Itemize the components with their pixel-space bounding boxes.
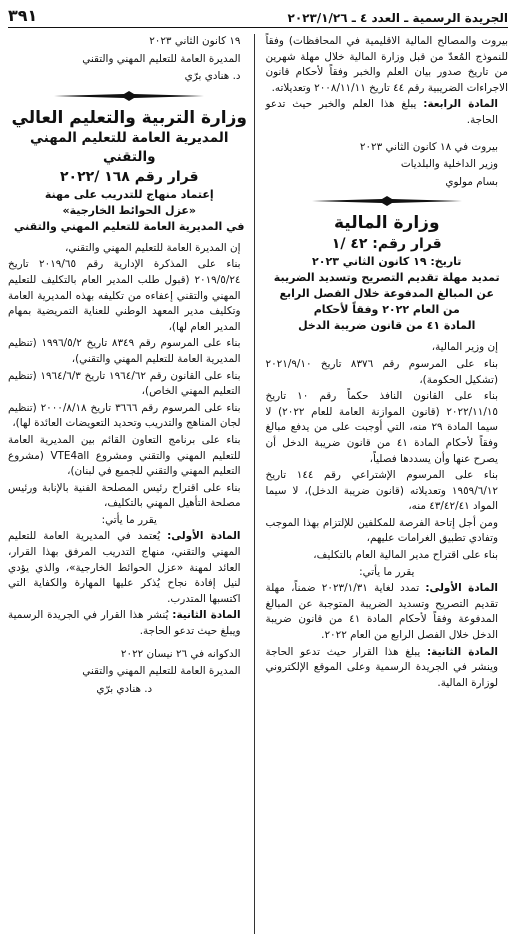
article-1-label: المادة الأولى: — [425, 582, 498, 595]
separator-ornament — [8, 89, 251, 103]
subject-line: إعتماد منهاج للتدريب على مهنة — [44, 187, 214, 201]
ministry-title: وزارة المالية — [333, 213, 440, 234]
decides-heading: يقرر ما يأتي: — [359, 565, 415, 578]
article-4-label: المادة الرابعة: — [423, 98, 498, 111]
ornament-divider-icon — [54, 91, 204, 101]
preamble-paragraph: بناء على المرسوم رقم ٨٣٤٩ تاريخ ١٩٩٦/٥/٢ (تنظيم المديرية العامة للتعليم المهني والتقني)، — [8, 337, 241, 365]
finance-minister-signature — [8, 34, 251, 85]
director-general-signature — [8, 647, 251, 698]
ministry-title: وزارة التربية والتعليم العالي — [11, 107, 247, 128]
signature-place-date: الدكوانه في ٢٦ نيسان ٢٠٢٢ — [120, 647, 241, 660]
decides-heading: يقرر ما يأتي: — [101, 513, 157, 526]
preamble-paragraph: بناء على المرسوم الإشتراعي رقم ١٤٤ تاريخ ١٩٥٩/٦/١٢ وتعديلاته (قانون ضريبة الدخل)، لا سيما المواد ٤٣/٤٢/٤١ منه، — [265, 469, 498, 513]
article-1 — [8, 529, 251, 607]
article-2 — [266, 645, 509, 692]
article-1-text: يُعتمد في المديرية العامة للتعليم المهني والتقني، منهاج التدريب المرفق بهذا القرار، العائد لمهنة «عزل الحوائط الخارجية»، والذي يؤدي لنيل إفادة نجاح يُذكر عليها المهارة والكفاية التي اكتسبها المتدرب. — [8, 530, 241, 605]
column-divider — [254, 34, 255, 934]
page-number: ٣٩١ — [8, 6, 38, 25]
interior-minister-signature — [266, 140, 509, 191]
decision-subject — [266, 270, 509, 334]
signature-title: المديرة العامة للتعليم المهني والتقني — [82, 665, 241, 678]
preamble-paragraph: إن المديرة العامة للتعليم المهني والتقني، — [65, 241, 241, 254]
preamble-paragraph: إن وزير المالية، — [431, 341, 498, 354]
subject-line: من العام ٢٠٢٢ وفقاً لأحكام — [313, 303, 460, 317]
article-2-text: يُنشر هذا القرار في الجريدة الرسمية ويبلغ حيث تدعو الحاجة. — [8, 609, 241, 638]
subject-line: تمديد مهلة تقديم التصريح وتسديد الضريبة — [273, 271, 500, 285]
left-column — [8, 34, 251, 934]
decision-subject — [8, 187, 251, 235]
signature-title: المديرة العامة للتعليم المهني والتقني — [82, 52, 241, 65]
article-1 — [266, 581, 509, 643]
decision-number: قرار رقم ١٦٨ /٢٠٢٢ — [60, 168, 199, 185]
signature-name: د. هنادي برّي — [96, 682, 153, 695]
preamble-paragraph: بناء على المرسوم رقم ٨٣٧٦ تاريخ ٢٠٢١/٩/١٠ (تشكيل الحكومة)، — [265, 357, 499, 386]
subject-line: عن المبالغ المدفوعة خلال الفصل الرابع — [279, 287, 494, 301]
preamble-paragraph: بناء على برنامج التعاون القائم بين المديرية العامة للتعليم المهني والتقني ومشروع VTE4all (مشروع التعليم المهني والتقني للجميع في لبنان)، — [8, 433, 241, 478]
article-4 — [266, 97, 509, 128]
article-2-label: المادة الثانية: — [172, 609, 241, 622]
preamble-paragraph: بناء على المرسوم رقم ٣٦٦٦ تاريخ ٢٠٠٠/٨/١٨ (تنظيم لجان المناهج والتدريب وتحديد التعويضات العائدة لها)، — [8, 401, 241, 430]
decision-date: تاريخ: ١٩ كانون الثاني ٢٠٢٣ — [312, 255, 462, 269]
decision-number: قرار رقم: ٤٢ /١ — [331, 236, 442, 253]
signature-date: ١٩ كانون الثاني ٢٠٢٣ — [149, 35, 241, 47]
continuation-paragraph: بيروت والمصالح المالية الاقليمية في المحافظات) وفقاً للنموذج المُعدّ من قبل وزارة المالية خلال مهلة شهرين من تاريخ صدور بيان العلم والخبر وفقاً لأحكام قانون الاجراءات الضريبية رقم ٤٤ تاريخ ٢٠٠٨/١١/١١ وتعديلاته. — [265, 35, 508, 94]
signature-name: د. هنادي برّي — [184, 70, 241, 83]
signature-name: بسام مولوي — [445, 175, 498, 188]
ornament-divider-icon — [312, 196, 462, 206]
preamble-paragraph: بناء على المذكرة الإدارية رقم ٢٠١٩/٦٥ تاريخ ٢٠١٩/٥/٢٤ (قبول طلب المدير العام بالتكليف للتعليم المهني والتقني إعفاءه من تكليفه بهذه المديرية العامة وتكليف مدير المعهد الوطني للعناية التمريضية بمهام المدير العام لها)، — [8, 258, 241, 333]
preamble-paragraph: ومن أجل إتاحة الفرصة للمكلفين للإلتزام بهذا الموجب وتفادي تطبيق الغرامات عليهم، — [265, 516, 498, 545]
signature-title: وزير الداخلية والبلديات — [400, 158, 498, 171]
article-2-label: المادة الثانية: — [426, 645, 498, 658]
preamble-paragraph: بناء على اقتراح رئيس المصلحة الفنية بالإنابة ورئيس مصلحة التأهيل المهني بالتكليف، — [8, 481, 241, 510]
article-2 — [8, 608, 251, 639]
signature-place-date: بيروت في ١٨ كانون الثاني ٢٠٢٣ — [359, 140, 498, 153]
page-header — [8, 6, 508, 28]
separator-ornament — [266, 194, 509, 208]
preamble-paragraph: بناء على القانون رقم ١٩٦٤/٦٢ تاريخ ١٩٦٤/٦/٣ (تنظيم التعليم المهني الخاص)، — [8, 369, 241, 398]
preamble-paragraph: بناء على اقتراح مدير المالية العام بالتكليف، — [313, 549, 498, 562]
article-2-text: يبلغ هذا القرار حيث تدعو الحاجة وينشر في الجريدة الرسمية وعلى الموقع الإلكتروني لوزارة المالية. — [265, 645, 498, 689]
article-1-label: المادة الأولى: — [167, 530, 241, 543]
subject-line: «عزل الحوائط الخارجية» — [62, 203, 197, 217]
article-4-text: يبلغ هذا العلم والخبر حيث تدعو الحاجة. — [265, 98, 498, 126]
subject-line: في المديرية العامة للتعليم المهني والتقني — [14, 219, 245, 233]
columns — [8, 34, 508, 934]
article-1-text: تمدد لغاية ٢٠٢٣/١/٣١ ضمناً، مهلة تقديم التصريح وتسديد الضريبة المتوجبة عن المبالغ المدفوعة وفقاً لأحكام المادة ٤١ من قانون ضريبة الدخل خلال الفصل الرابع من العام ٢٠٢٢. — [265, 582, 498, 642]
directorate-title: المديرية العامة للتعليم المهني والتقني — [30, 129, 229, 165]
gazette-issue-title: الجريدة الرسمية ـ العدد ٤ ـ ٢٠٢٣/١/٢٦ — [287, 11, 508, 25]
preamble-paragraph: بناء على القانون النافذ حكماً رقم ١٠ تاريخ ٢٠٢٢/١١/١٥ (قانون الموازنة العامة للعام ٢٠٢٢) لا سيما المادة ٢٩ منه، التي أوجبت على من يدفع مبالغ وفقاً لأحكام المادة ٤١ من قانون ضريبة الدخل أن يصرح عنها وأن يسددها فصلياً، — [265, 390, 498, 465]
right-column — [266, 34, 509, 934]
subject-line: المادة ٤١ من قانون ضريبة الدخل — [298, 319, 476, 333]
